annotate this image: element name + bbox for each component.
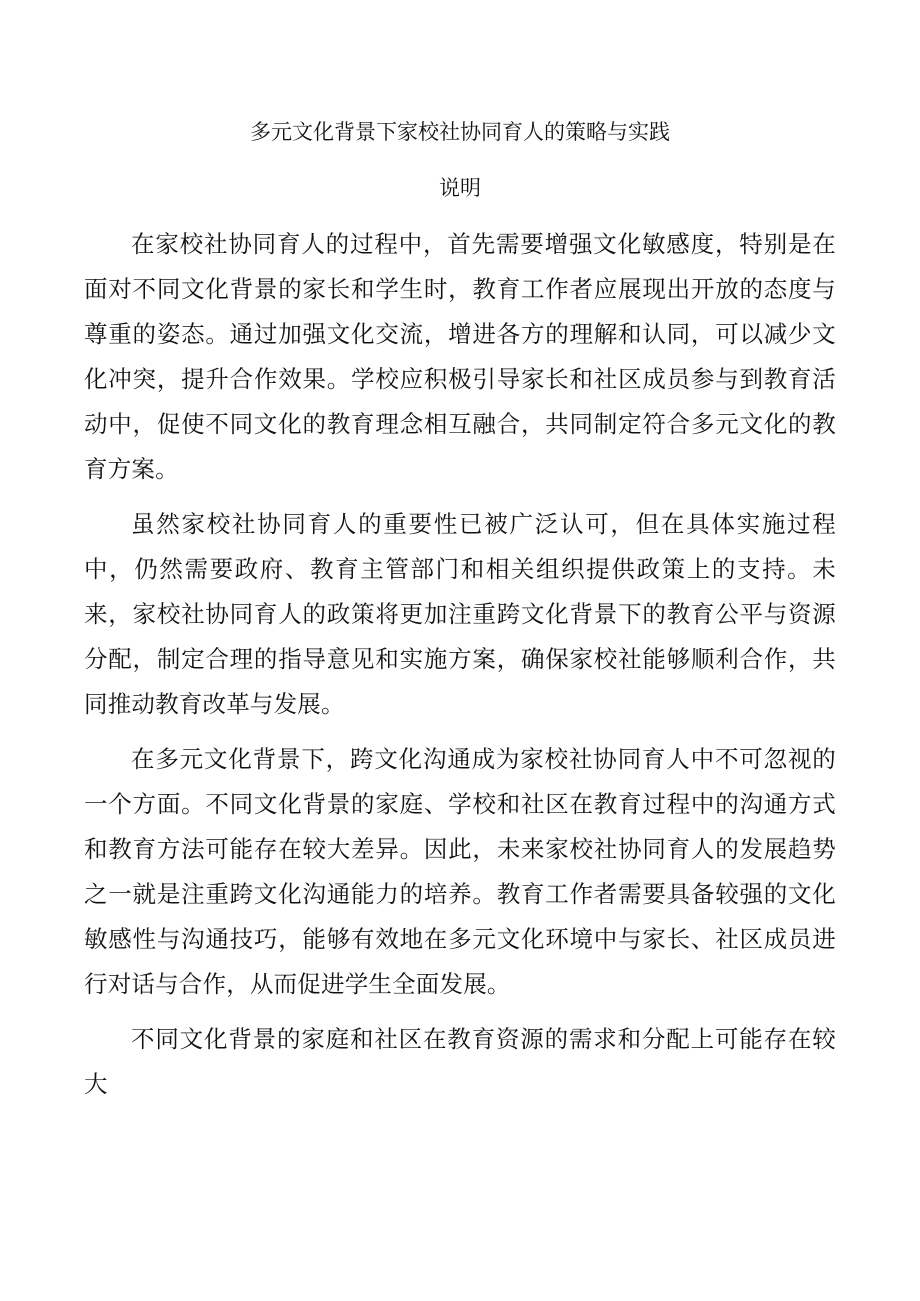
paragraph-1: 在家校社协同育人的过程中，首先需要增强文化敏感度，特别是在面对不同文化背景的家长和学生时，教育工作者应展现出开放的态度与尊重的姿态。通过加强文化交流，增进各方的理解和认同，可以减少文化冲突，提升合作效果。学校应积极引导家长和社区成员参与到教育活动中，促使不同文化的教育理念相互融合，共同制定符合多元文化的教育方案。 [84,230,836,483]
paragraph-2: 虽然家校社协同育人的重要性已被广泛认可，但在具体实施过程中，仍然需要政府、教育主管部门和相关组织提供政策上的支持。未来，家校社协同育人的政策将更加注重跨文化背景下的教育公平与资源分配，制定合理的指导意见和实施方案，确保家校社能够顺利合作，共同推动教育改革与发展。 [84,510,836,718]
paragraph-3: 在多元文化背景下，跨文化沟通成为家校社协同育人中不可忽视的一个方面。不同文化背景的家庭、学校和社区在教育过程中的沟通方式和教育方法可能存在较大差异。因此，未来家校社协同育人的发展趋势之一就是注重跨文化沟通能力的培养。教育工作者需要具备较强的文化敏感性与沟通技巧，能够有效地在多元文化环境中与家长、社区成员进行对话与合作，从而促进学生全面发展。 [84,745,836,998]
section-heading: 说明 [439,176,481,200]
document-title: 多元文化背景下家校社协同育人的策略与实践 [250,120,670,144]
body-text [84,222,836,1117]
paragraph-4: 不同文化背景的家庭和社区在教育资源的需求和分配上可能存在较大 [84,1025,836,1098]
